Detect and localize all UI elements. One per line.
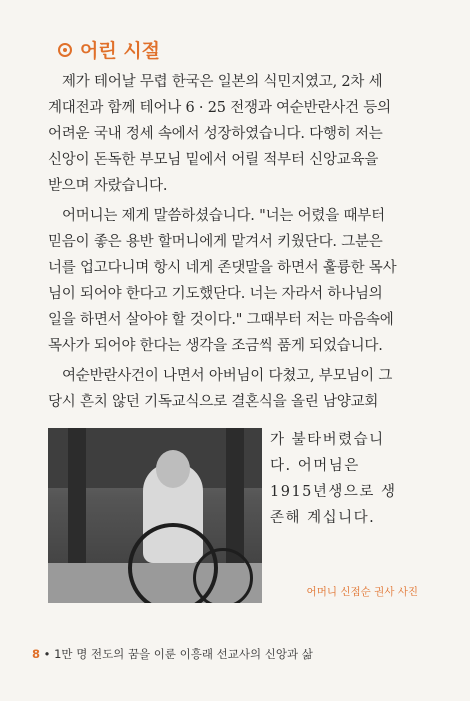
page-footer bbox=[32, 646, 313, 662]
text-line: 여순반란사건이 나면서 아버님이 다쳤고, 부모님이 그 bbox=[62, 368, 393, 384]
text-line: 님이 되어야 한다고 기도했단다. 너는 자라서 하나님의 bbox=[48, 286, 383, 302]
text-line: 어려운 국내 정세 속에서 성장하였습니다. 다행히 저는 bbox=[48, 126, 383, 142]
text-line: 1915년생으로 생 bbox=[270, 484, 397, 500]
running-title: • 1만 명 전도의 꿈을 이룬 이흥래 선교사의 신앙과 삶 bbox=[43, 647, 313, 661]
text-line: 가 불타버렸습니 bbox=[270, 432, 385, 448]
text-line: 너를 업고다니며 항시 네게 존댓말을 하면서 훌륭한 목사 bbox=[48, 260, 397, 276]
section-heading-text: 어린 시절 bbox=[80, 40, 161, 62]
text-line: 당시 흔치 않던 기독교식으로 결혼식을 올린 남양교회 bbox=[48, 394, 379, 410]
text-line: 존해 계십니다. bbox=[270, 510, 376, 526]
text-line: 받으며 자랐습니다. bbox=[48, 178, 168, 194]
text-line: 목사가 되어야 한다는 생각을 조금씩 품게 되었습니다. bbox=[48, 338, 383, 354]
text-line: 제가 테어날 무렵 한국은 일본의 식민지였고, 2차 세 bbox=[62, 74, 383, 90]
text-line: 신앙이 돈독한 부모님 밑에서 어릴 적부터 신앙교육을 bbox=[48, 152, 379, 168]
page-number: 8 bbox=[32, 647, 41, 661]
section-heading bbox=[58, 36, 160, 63]
text-line: 다. 어머님은 bbox=[270, 458, 360, 474]
text-line: 어머니는 제게 말씀하셨습니다. "너는 어렸을 때부터 bbox=[62, 208, 385, 224]
photo-caption: 어머니 신점순 권사 사진 bbox=[306, 586, 418, 598]
bullseye-icon bbox=[58, 43, 72, 57]
text-line: 믿음이 좋은 용반 할머니에게 맡겨서 키웠단다. 그분은 bbox=[48, 234, 383, 250]
text-line: 일을 하면서 살아야 할 것이다." 그때부터 저는 마음속에 bbox=[48, 312, 394, 328]
text-line: 계대전과 함께 테어나 6 · 25 전쟁과 여순반란사건 등의 bbox=[48, 100, 391, 116]
mother-photo bbox=[48, 428, 262, 603]
